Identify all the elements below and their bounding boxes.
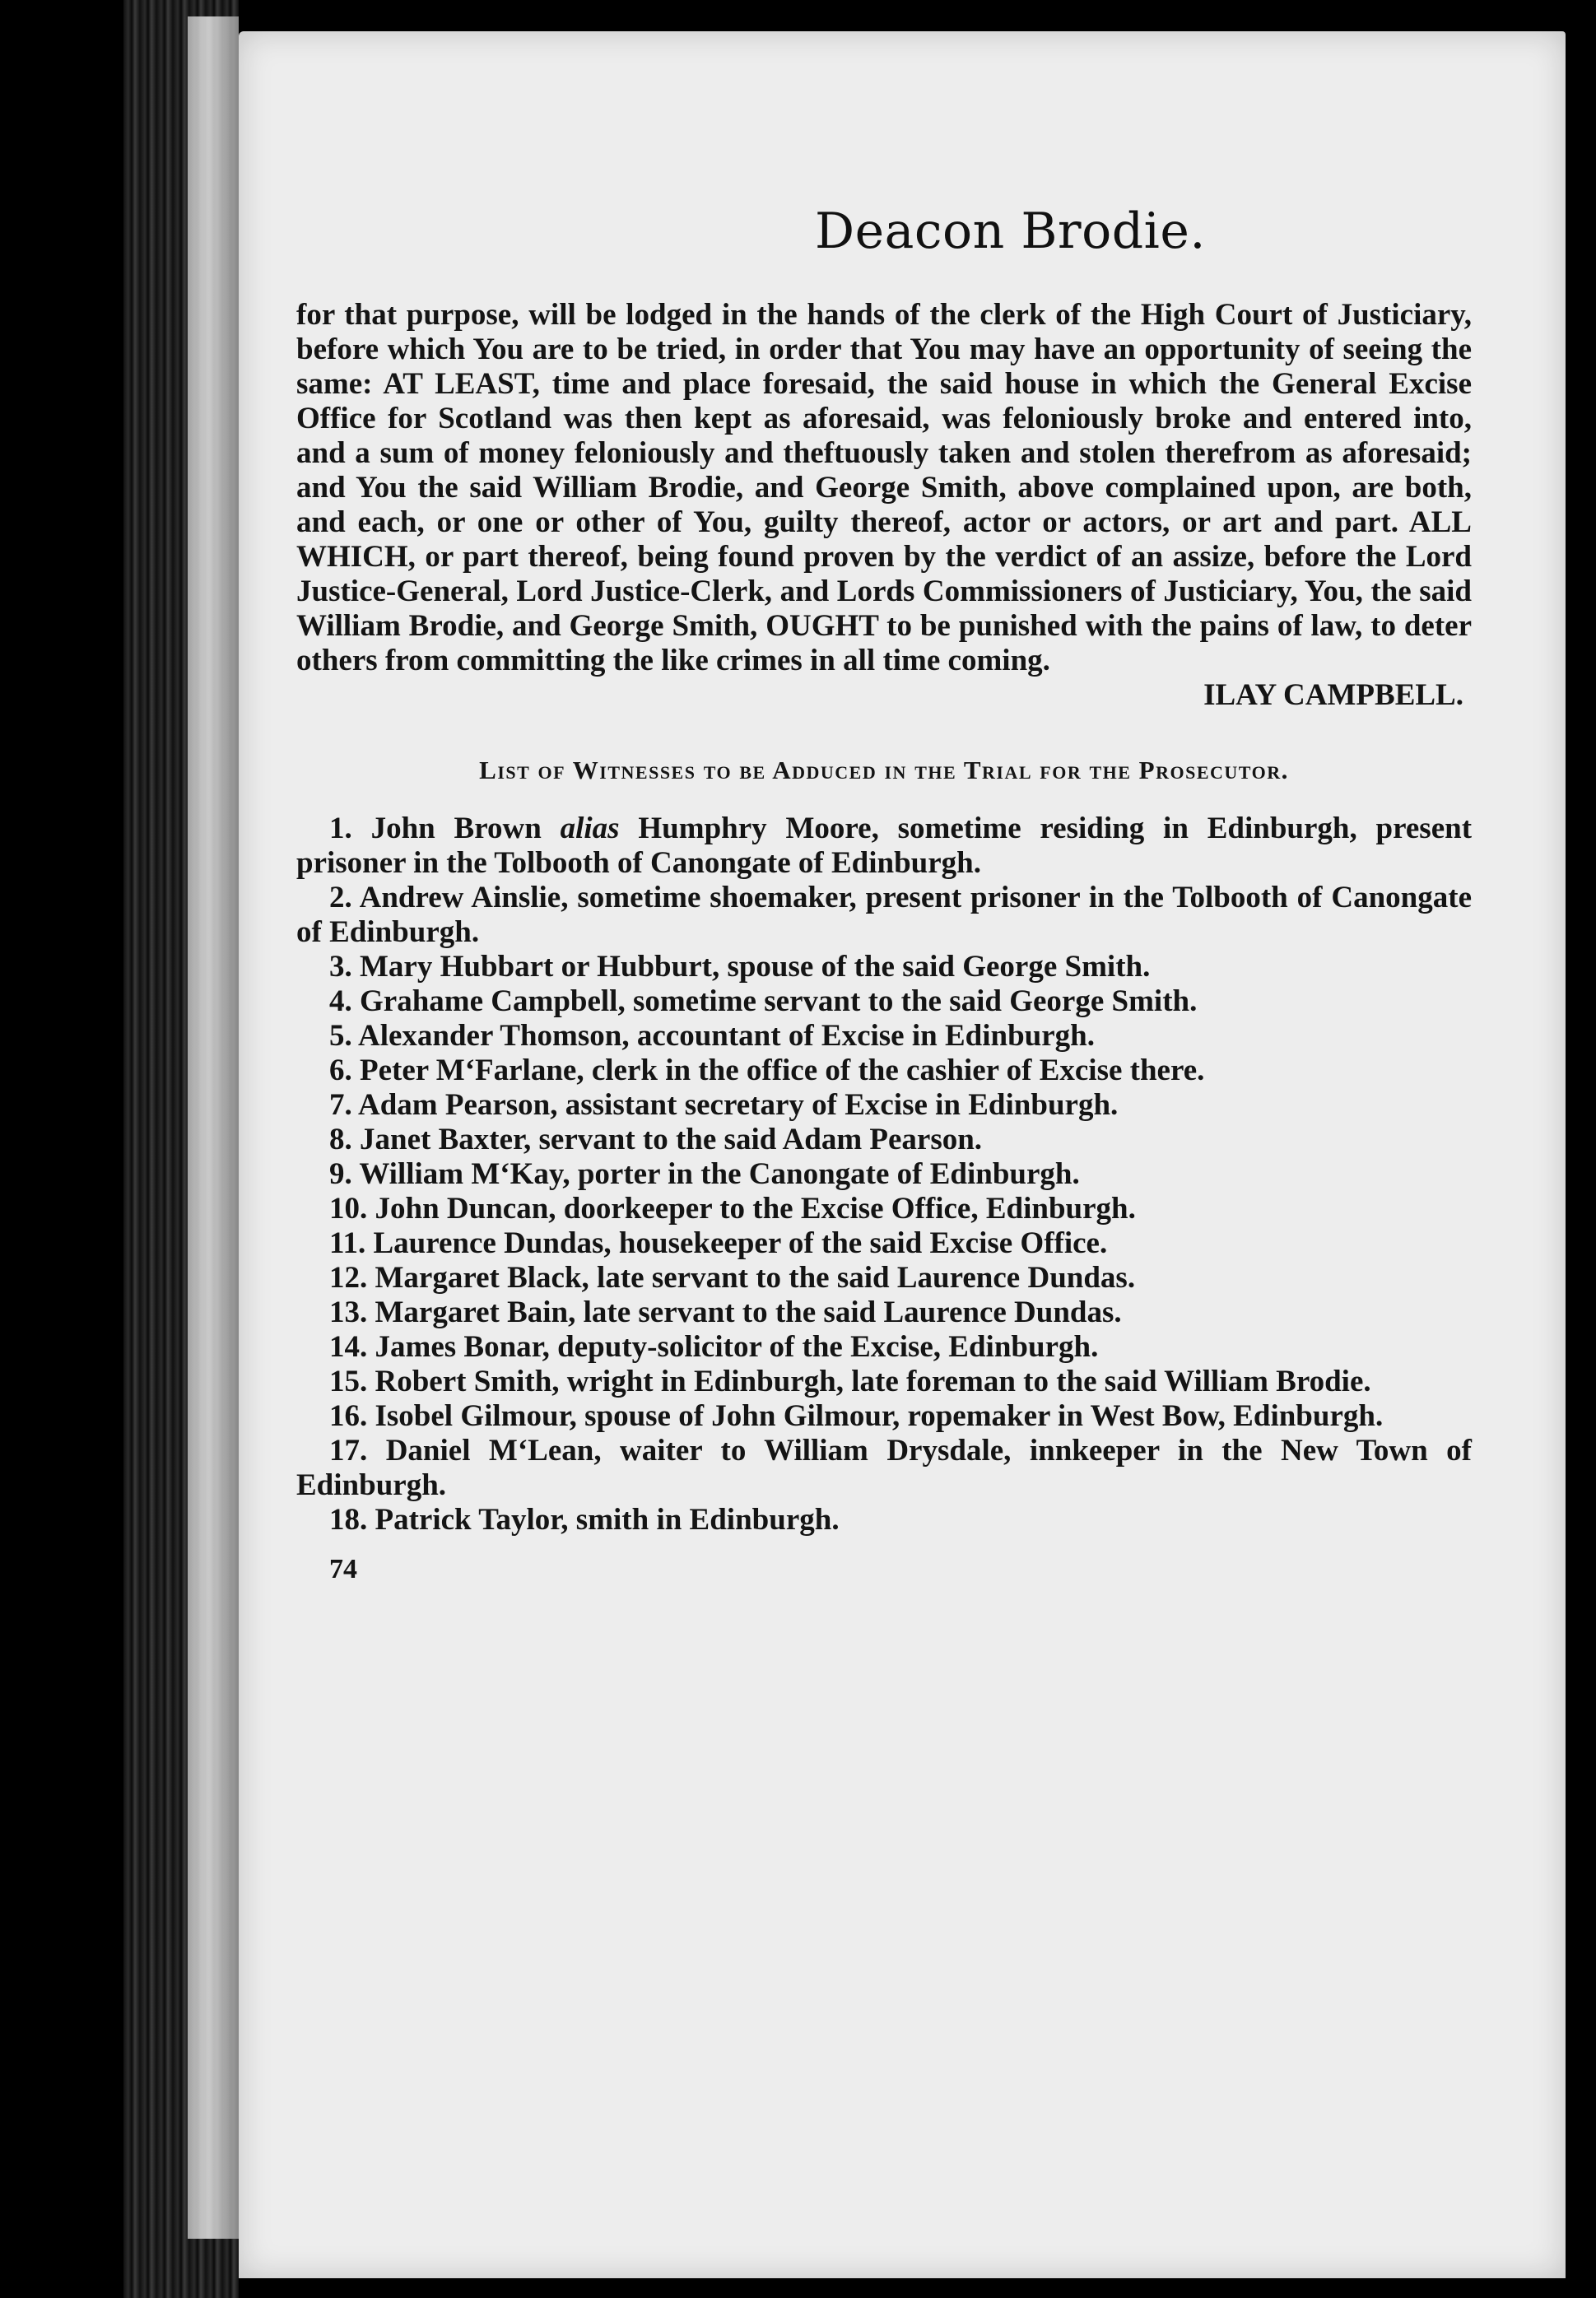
witness-text: Laurence Dundas, housekeeper of the said Excise Office.	[373, 1226, 1108, 1260]
witness-text: Adam Pearson, assistant secretary of Excise in Edinburgh.	[357, 1088, 1119, 1122]
witness-entry	[296, 1019, 1472, 1054]
witness-number: 16.	[329, 1399, 368, 1433]
witness-entry	[296, 1261, 1472, 1296]
witness-text: Margaret Bain, late servant to the said Laurence Dundas.	[375, 1296, 1122, 1329]
witness-alias-word: alias	[560, 812, 620, 845]
witness-entry	[296, 1503, 1472, 1537]
witness-text: Mary Hubbart or Hubburt, spouse of the said George Smith.	[360, 950, 1151, 984]
witness-entry	[296, 1296, 1472, 1330]
witness-number: 2.	[329, 881, 352, 914]
witness-text: John Brown	[370, 812, 561, 845]
page-body	[296, 298, 1472, 1587]
witness-number: 5.	[329, 1019, 352, 1053]
witness-number: 1.	[329, 812, 352, 845]
witness-text: Grahame Campbell, sometime servant to the said George Smith.	[360, 984, 1198, 1018]
witness-number: 9.	[329, 1157, 352, 1191]
witness-text: Andrew Ainslie, sometime shoemaker, present prisoner in the Tolbooth of Canongate of Edinburgh.	[296, 881, 1472, 949]
witness-text: Peter M‘Farlane, clerk in the office of the cashier of Excise there.	[360, 1054, 1205, 1087]
witness-entry	[296, 1088, 1472, 1123]
witness-entry	[296, 1157, 1472, 1192]
witness-entry	[296, 812, 1472, 881]
witness-entry	[296, 984, 1472, 1019]
witness-entry	[296, 1123, 1472, 1157]
signature-line: ILAY CAMPBELL.	[1203, 678, 1463, 712]
witness-number: 12.	[329, 1261, 368, 1295]
witness-number: 15.	[329, 1365, 368, 1398]
page-edges	[188, 16, 239, 2239]
witness-text-continued: Humphry Moore, sometime residing in Edinburgh, present prisoner in the Tolbooth of Canongate of Edinburgh.	[296, 812, 1473, 880]
witness-number: 6.	[329, 1054, 352, 1087]
witness-text: Alexander Thomson, accountant of Excise in Edinburgh.	[357, 1019, 1095, 1053]
witness-list-heading: List of Witnesses to be Adduced in the Trial for the Prosecutor.	[479, 756, 1289, 784]
witness-text: Daniel M‘Lean, waiter to William Drysdale, innkeeper in the New Town of Edinburgh.	[296, 1434, 1472, 1502]
witness-number: 10.	[329, 1192, 368, 1226]
witness-entry	[296, 1330, 1472, 1365]
witness-text: James Bonar, deputy-solicitor of the Excise, Edinburgh.	[375, 1330, 1099, 1364]
page-number: 74	[329, 1554, 357, 1584]
witness-number: 17.	[329, 1434, 368, 1468]
witness-entry	[296, 881, 1472, 950]
witness-number: 11.	[329, 1226, 366, 1260]
witness-number: 14.	[329, 1330, 368, 1364]
witness-number: 18.	[329, 1503, 368, 1537]
witness-entry	[296, 1365, 1472, 1399]
witness-entry	[296, 1434, 1472, 1503]
witness-entry	[296, 1226, 1472, 1261]
witness-entry	[296, 1399, 1472, 1434]
running-head: Deacon Brodie.	[815, 202, 1206, 260]
witness-number: 3.	[329, 950, 352, 984]
witness-number: 13.	[329, 1296, 368, 1329]
witness-text: Robert Smith, wright in Edinburgh, late foreman to the said William Brodie.	[375, 1365, 1371, 1398]
witness-text: Patrick Taylor, smith in Edinburgh.	[375, 1503, 840, 1537]
witness-text: Margaret Black, late servant to the said Laurence Dundas.	[375, 1261, 1136, 1295]
witness-number: 4.	[329, 984, 352, 1018]
witness-text: Janet Baxter, servant to the said Adam Pearson.	[360, 1123, 983, 1156]
witness-text: William M‘Kay, porter in the Canongate of Edinburgh.	[359, 1157, 1080, 1191]
witness-list	[296, 812, 1472, 1537]
witness-text: John Duncan, doorkeeper to the Excise Office, Edinburgh.	[375, 1192, 1136, 1226]
witness-text: Isobel Gilmour, spouse of John Gilmour, ropemaker in West Bow, Edinburgh.	[375, 1399, 1384, 1433]
witness-number: 7.	[329, 1088, 352, 1122]
indictment-paragraph: for that purpose, will be lodged in the hands of the clerk of the High Court of Justiciary, before which You are to be tried, in order that You may have an opportunity of seeing the same: AT LEAST, time and place foresaid, the said house in which the General Excise Office for Scotland was then kept as aforesaid, was feloniously broke and entered into, and a sum of money feloniously and theftuously taken and stolen therefrom as aforesaid; and You the said William Brodie, and George Smith, above complained upon, are both, and each, or one or other of You, guilty thereof, actor or actors, or art and part. ALL WHICH, or part thereof, being found proven by the verdict of an assize, before the Lord Justice-General, Lord Justice-Clerk, and Lords Commissioners of Justiciary, You, the said William Brodie, and George Smith, OUGHT to be punished with the pains of law, to deter others from committing the like crimes in all time coming.	[296, 298, 1472, 677]
witness-entry	[296, 1192, 1472, 1226]
witness-number: 8.	[329, 1123, 352, 1156]
witness-entry	[296, 1054, 1472, 1088]
witness-entry	[296, 950, 1472, 984]
